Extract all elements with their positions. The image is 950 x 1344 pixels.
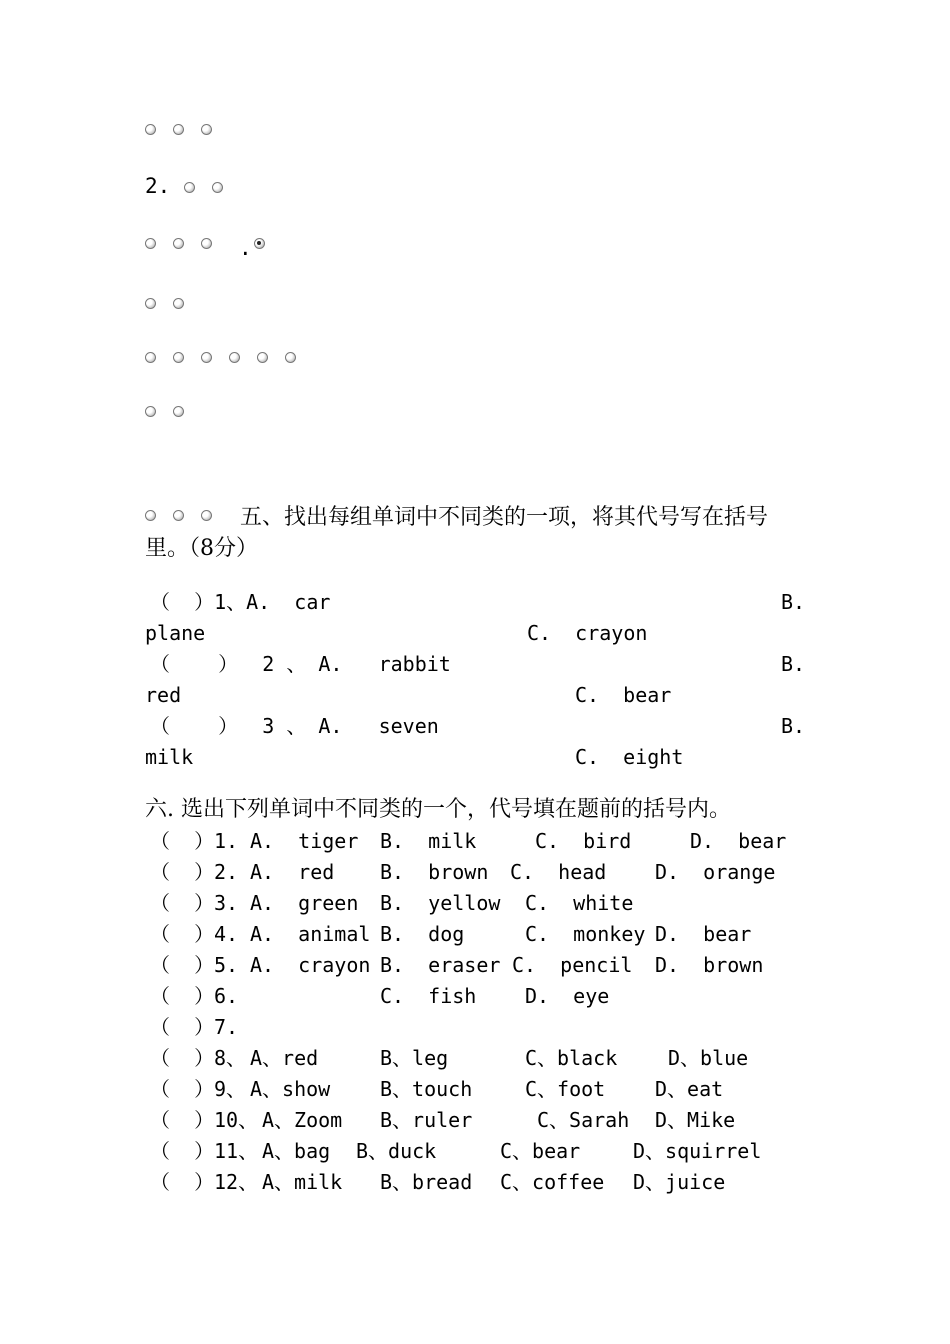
- option-a: A. animal: [250, 922, 371, 946]
- section-6-title: 六. 选出下列单词中不同类的一个，代号填在题前的括号内。: [145, 797, 731, 822]
- option-c: C、foot: [525, 1077, 606, 1101]
- radio-button[interactable]: [145, 510, 156, 521]
- option-d: D. orange: [655, 860, 776, 884]
- option-c: C. head: [510, 860, 607, 884]
- option-d: D、Mike: [655, 1108, 736, 1132]
- option-a: A、show: [250, 1077, 331, 1101]
- answer-bracket: （ ）: [150, 1108, 215, 1132]
- option-c: C、Sarah: [537, 1108, 630, 1132]
- answer-bracket: （ ）: [150, 953, 215, 977]
- s5-q3-b-word: milk: [145, 745, 194, 769]
- radio-button[interactable]: [173, 510, 184, 521]
- s5-q2-b-word: red: [145, 683, 182, 707]
- option-c: C、bear: [500, 1139, 581, 1163]
- option-c: C. white: [525, 891, 634, 915]
- option-c: D. eye: [525, 984, 610, 1008]
- radio-button[interactable]: [201, 510, 212, 521]
- section-5-title-line1: 五、找出每组单词中不同类的一项，将其代号写在括号: [240, 505, 769, 530]
- question-number: 2.: [214, 860, 239, 884]
- question-number: 10、: [214, 1108, 259, 1132]
- option-b: B、bread: [380, 1170, 473, 1194]
- radio-row-7: [145, 504, 229, 525]
- option-b: B、leg: [380, 1046, 449, 1070]
- option-a: A. green: [250, 891, 359, 915]
- answer-bracket: （ ）: [150, 1046, 215, 1070]
- option-d: D. brown: [655, 953, 764, 977]
- s5-q2-b: B.: [781, 652, 806, 676]
- option-b: B、duck: [356, 1139, 437, 1163]
- answer-bracket: （ ）: [150, 1170, 215, 1194]
- radio-row-4: [145, 292, 201, 313]
- radio-button[interactable]: [201, 238, 212, 249]
- answer-bracket: （ ）: [150, 984, 215, 1008]
- option-c: C、coffee: [500, 1170, 605, 1194]
- s5-q1-b: B.: [781, 590, 806, 614]
- option-b: C. fish: [380, 984, 477, 1008]
- option-d: D、eat: [655, 1077, 724, 1101]
- question-number: 12、: [214, 1170, 259, 1194]
- s5-q3-b: B.: [781, 714, 806, 738]
- radio-button[interactable]: [173, 406, 184, 417]
- option-a: A、Zoom: [262, 1108, 343, 1132]
- s5-q3-c: C. eight: [575, 745, 684, 769]
- question-number: 1.: [214, 829, 239, 853]
- option-c: C. bird: [535, 829, 632, 853]
- question-number: 2.: [145, 174, 171, 198]
- option-a: A、bag: [262, 1139, 331, 1163]
- answer-bracket: （ ）: [150, 922, 215, 946]
- radio-button[interactable]: [145, 238, 156, 249]
- s5-q1-c: C. crayon: [527, 621, 648, 645]
- option-a: A. red: [250, 860, 335, 884]
- radio-row-3: [145, 232, 282, 260]
- radio-button[interactable]: [212, 182, 223, 193]
- option-a: A、milk: [262, 1170, 343, 1194]
- radio-button[interactable]: [173, 238, 184, 249]
- radio-button[interactable]: [201, 124, 212, 135]
- answer-bracket: （ ）: [150, 1077, 215, 1101]
- question-number: 6.: [214, 984, 239, 1008]
- radio-button[interactable]: [173, 352, 184, 363]
- radio-button[interactable]: [173, 298, 184, 309]
- option-b: B. eraser: [380, 953, 501, 977]
- question-number: 11、: [214, 1139, 259, 1163]
- s5-q1: （ ）1、A. car: [150, 590, 331, 614]
- radio-row-6: [145, 400, 201, 421]
- option-a: A、red: [250, 1046, 319, 1070]
- option-a: A. crayon: [250, 953, 371, 977]
- radio-button[interactable]: [145, 406, 156, 417]
- radio-button[interactable]: [145, 352, 156, 363]
- option-d: D、blue: [668, 1046, 749, 1070]
- s5-q2: （ ） 2 、 A. rabbit: [150, 652, 451, 676]
- option-b: B. brown: [380, 860, 489, 884]
- option-d: D. bear: [690, 829, 787, 853]
- radio-button[interactable]: [257, 352, 268, 363]
- option-b: B、touch: [380, 1077, 473, 1101]
- section-5-title-line2: 里。（8分）: [145, 536, 258, 561]
- option-b: B、ruler: [380, 1108, 473, 1132]
- s5-q1-b-word: plane: [145, 621, 206, 645]
- dot-text: .: [239, 236, 252, 260]
- question-number: 8、: [214, 1046, 247, 1070]
- radio-button[interactable]: [184, 182, 195, 193]
- question-number: 3.: [214, 891, 239, 915]
- radio-button[interactable]: [145, 298, 156, 309]
- option-b: B. dog: [380, 922, 465, 946]
- option-c: C. monkey: [525, 922, 646, 946]
- question-number: 5.: [214, 953, 239, 977]
- s5-q3: （ ） 3 、 A. seven: [150, 714, 439, 738]
- answer-bracket: （ ）: [150, 829, 215, 853]
- answer-bracket: （ ）: [150, 860, 215, 884]
- option-c: C、black: [525, 1046, 618, 1070]
- radio-button-selected[interactable]: [254, 238, 265, 249]
- answer-bracket: （ ）: [150, 1139, 215, 1163]
- option-d: D. bear: [655, 922, 752, 946]
- radio-button[interactable]: [229, 352, 240, 363]
- question-number: 9、: [214, 1077, 247, 1101]
- radio-button[interactable]: [201, 352, 212, 363]
- option-b: B. yellow: [380, 891, 501, 915]
- question-number: 7.: [214, 1015, 239, 1039]
- radio-button[interactable]: [173, 124, 184, 135]
- radio-button[interactable]: [285, 352, 296, 363]
- s5-q2-c: C. bear: [575, 683, 672, 707]
- radio-button[interactable]: [145, 124, 156, 135]
- option-b: B. milk: [380, 829, 477, 853]
- answer-bracket: （ ）: [150, 891, 215, 915]
- option-d: D、squirrel: [633, 1139, 762, 1163]
- option-d: D、juice: [633, 1170, 726, 1194]
- answer-bracket: （ ）: [150, 1015, 215, 1039]
- question-number: 4.: [214, 922, 239, 946]
- option-a: A. tiger: [250, 829, 359, 853]
- option-c: C. pencil: [512, 953, 633, 977]
- radio-row-2: [145, 176, 240, 197]
- radio-row-5: [145, 346, 313, 367]
- radio-row-1: [145, 118, 229, 139]
